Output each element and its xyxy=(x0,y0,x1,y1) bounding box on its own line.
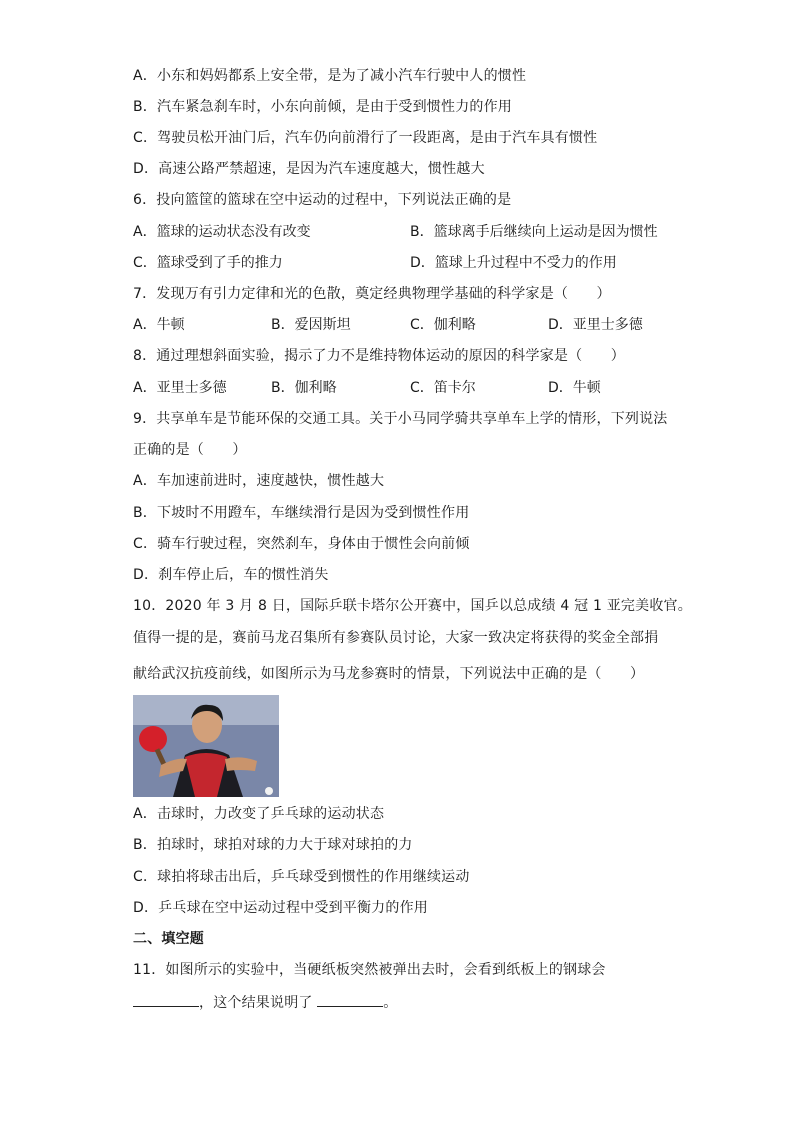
q10-option-a: A．击球时，力改变了乒乓球的运动状态 xyxy=(133,806,385,822)
table-tennis-player-photo xyxy=(133,695,279,797)
q10-stem-line1: 10．2020 年 3 月 8 日，国际乒联卡塔尔公开赛中，国乒以总成绩 4 冠 1 亚完美收官。 xyxy=(133,598,692,614)
q8-stem: 8．通过理想斜面实验，揭示了力不是维持物体运动的原因的科学家是（ ） xyxy=(133,348,625,364)
q9-stem-line2: 正确的是（ ） xyxy=(133,442,247,458)
q7-option-a: A．牛顿 xyxy=(133,317,185,333)
q9-option-b: B．下坡时不用蹬车，车继续滑行是因为受到惯性作用 xyxy=(133,505,470,521)
q6-stem: 6．投向篮筐的篮球在空中运动的过程中，下列说法正确的是 xyxy=(133,192,512,208)
q10-stem-line2: 值得一提的是，赛前马龙召集所有参赛队员讨论，大家一致决定将获得的奖金全部捐 xyxy=(133,630,659,646)
q6-option-d: D．篮球上升过程中不受力的作用 xyxy=(410,255,617,271)
q11-blank-1[interactable] xyxy=(133,992,199,1007)
q8-option-d: D．牛顿 xyxy=(548,380,601,396)
q6-option-b: B．篮球离手后继续向上运动是因为惯性 xyxy=(410,224,658,240)
q7-option-d: D．亚里士多德 xyxy=(548,317,643,333)
q10-option-b: B．拍球时，球拍对球的力大于球对球拍的力 xyxy=(133,837,413,853)
q5-option-d: D．高速公路严禁超速，是因为汽车速度越大，惯性越大 xyxy=(133,161,485,177)
q6-option-c: C．篮球受到了手的推力 xyxy=(133,255,283,271)
q10-option-d: D．乒乓球在空中运动过程中受到平衡力的作用 xyxy=(133,900,428,916)
section-heading-fill-in: 二、填空题 xyxy=(133,931,204,947)
q6-option-a: A．篮球的运动状态没有改变 xyxy=(133,224,311,240)
q5-option-c: C．驾驶员松开油门后，汽车仍向前滑行了一段距离，是由于汽车具有惯性 xyxy=(133,130,598,146)
q10-stem-line3: 献给武汉抗疫前线，如图所示为马龙参赛时的情景，下列说法中正确的是（ ） xyxy=(133,666,645,682)
q11-answer-line xyxy=(133,992,397,1013)
player-illustration xyxy=(133,695,279,797)
q9-option-d: D．刹车停止后，车的惯性消失 xyxy=(133,567,329,583)
q8-option-c: C．笛卡尔 xyxy=(410,380,476,396)
q11-mid-text: ，这个结果说明了 xyxy=(199,995,313,1011)
q11-end-text: 。 xyxy=(383,995,398,1011)
q5-option-b: B．汽车紧急刹车时，小东向前倾，是由于受到惯性力的作用 xyxy=(133,99,513,115)
q9-option-c: C．骑车行驶过程，突然刹车，身体由于惯性会向前倾 xyxy=(133,536,470,552)
q9-option-a: A．车加速前进时，速度越快，惯性越大 xyxy=(133,473,385,489)
q9-stem-line1: 9．共享单车是节能环保的交通工具。关于小马同学骑共享单车上学的情形，下列说法 xyxy=(133,411,668,427)
q11-stem: 11．如图所示的实验中，当硬纸板突然被弹出去时，会看到纸板上的钢球会 xyxy=(133,962,606,978)
q11-blank-2[interactable] xyxy=(317,992,383,1007)
q7-option-b: B．爱因斯坦 xyxy=(271,317,351,333)
q7-stem: 7．发现万有引力定律和光的色散，奠定经典物理学基础的科学家是（ ） xyxy=(133,286,611,302)
q8-option-b: B．伽利略 xyxy=(271,380,337,396)
q8-option-a: A．亚里士多德 xyxy=(133,380,227,396)
q7-option-c: C．伽利略 xyxy=(410,317,476,333)
q5-option-a: A．小东和妈妈都系上安全带，是为了减小汽车行驶中人的惯性 xyxy=(133,68,527,84)
q10-option-c: C．球拍将球击出后，乒乓球受到惯性的作用继续运动 xyxy=(133,869,470,885)
